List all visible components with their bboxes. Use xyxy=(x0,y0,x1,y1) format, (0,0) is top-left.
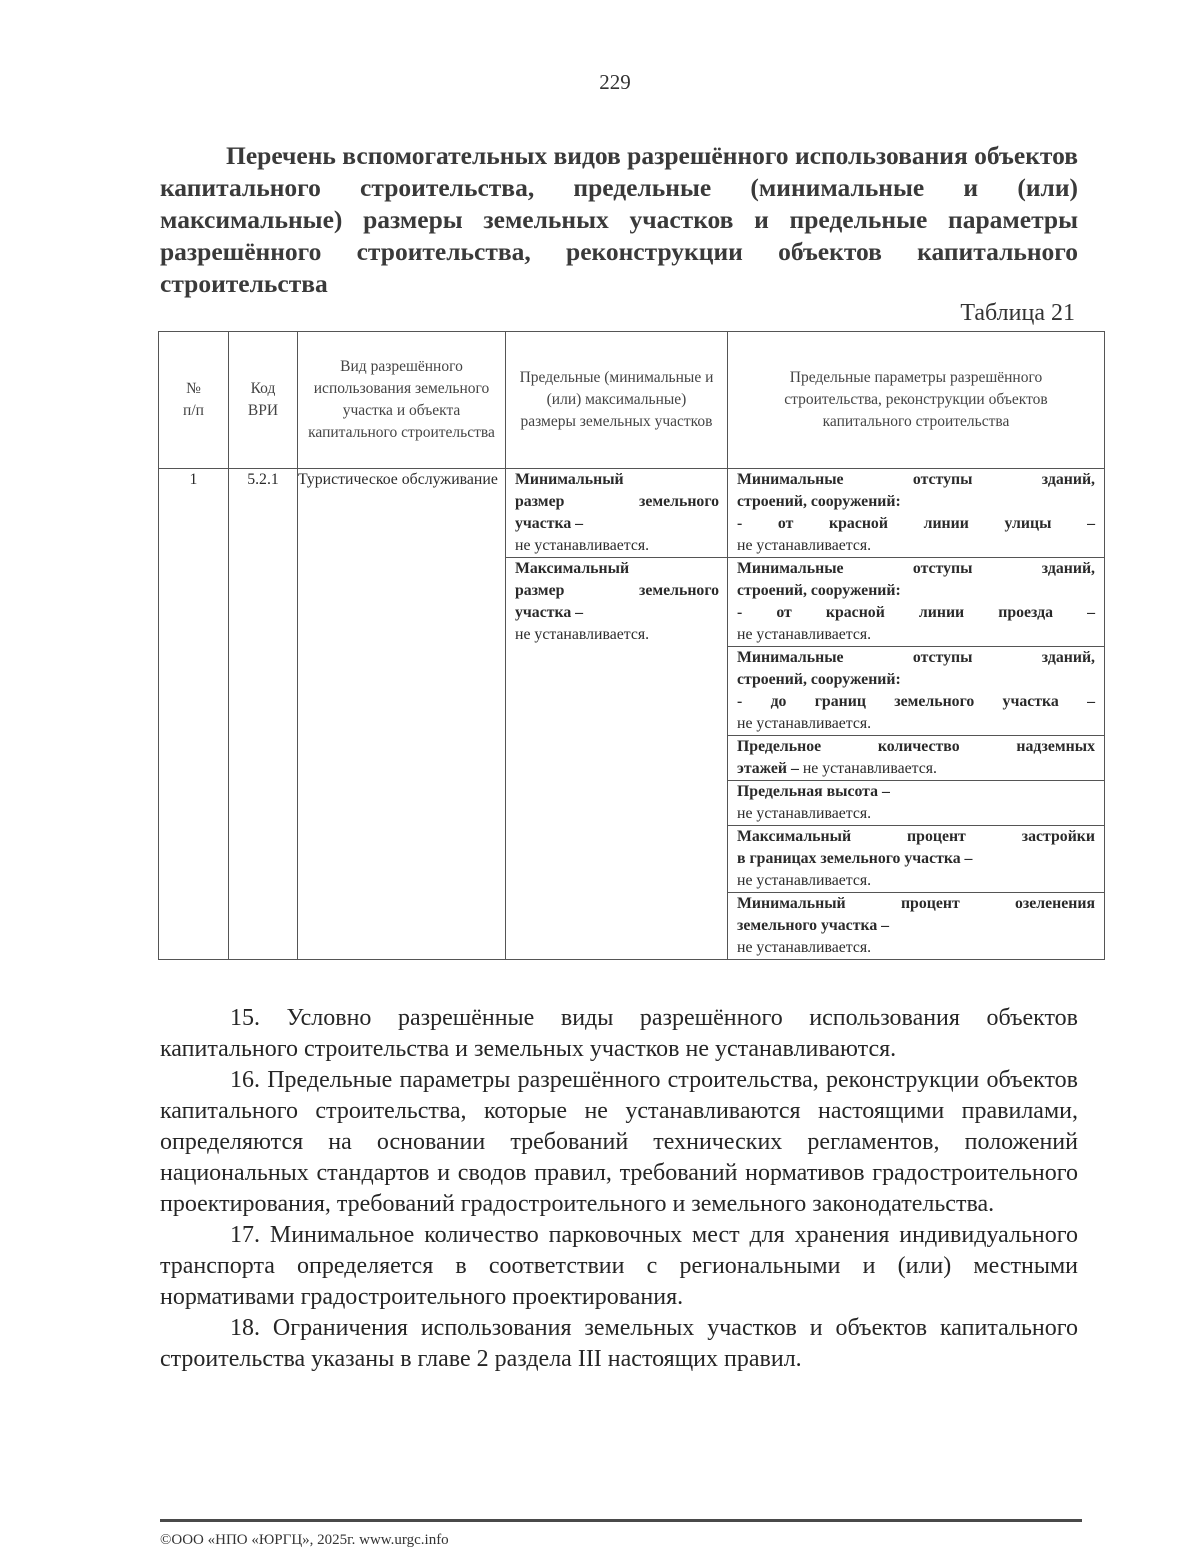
header-number-line2: п/п xyxy=(183,402,204,419)
param-title-line2: земельного участка – xyxy=(737,917,890,934)
size-item-value: не устанавливается. xyxy=(515,626,650,643)
param-item-setback-boundary xyxy=(728,647,1104,736)
param-value: не устанавливается. xyxy=(737,805,872,822)
section-heading: Перечень вспомогательных видов разрешённого использования объектов капитального строительства, предельные (минимальные и (или) максимальные) размеры земельных участков и предельные параметры разрешённого строительства, реконструкции объектов капитального строительства xyxy=(160,141,1078,298)
param-item-coverage xyxy=(728,826,1104,893)
size-item-title-line2: размер земельного xyxy=(515,493,719,510)
size-item-max xyxy=(506,558,727,646)
param-item-greenery xyxy=(728,893,1104,959)
row-code: 5.2.1 xyxy=(229,469,298,960)
param-item-floors xyxy=(728,736,1104,781)
header-number xyxy=(159,332,229,469)
size-item-title-line2: размер земельного xyxy=(515,582,719,599)
param-value: не устанавливается. xyxy=(737,626,872,643)
param-title-line2: строений, сооружений: xyxy=(737,582,901,599)
size-item-value: не устанавливается. xyxy=(515,537,650,554)
header-code-line1: Код xyxy=(250,380,276,397)
paragraph-15: 15. Условно разрешённые виды разрешённого использования объектов капитального строительства и земельных участков не устанавливаются. xyxy=(160,1005,1078,1062)
table-row xyxy=(159,469,1105,960)
header-number-line1: № xyxy=(186,380,201,397)
paragraph-16: 16. Предельные параметры разрешённого строительства, реконструкции объектов капитального строительства, которые не устанавливаются настоящими правилами, определяются на основании требований технических регламентов, положений национальных стандартов и сводов правил, требований нормативов градостроительного проектирования, требований градостроительного и земельного законодательства. xyxy=(160,1067,1078,1217)
param-value: не устанавливается. xyxy=(737,715,872,732)
param-title-line1: Минимальные отступы зданий, xyxy=(737,649,1095,666)
param-item-height xyxy=(728,781,1104,826)
footer-copyright: ©ООО «НПО «ЮРГЦ», 2025г. www.urgc.info xyxy=(160,1532,449,1548)
param-title-line1: Минимальный процент озеленения xyxy=(737,895,1095,912)
param-title-line3: - от красной линии улицы – xyxy=(737,515,1095,532)
header-code xyxy=(229,332,298,469)
param-value: не устанавливается. xyxy=(737,872,872,889)
param-title-line3: - до границ земельного участка – xyxy=(737,693,1095,710)
param-title-line1: Минимальные отступы зданий, xyxy=(737,560,1095,577)
regulations-table xyxy=(158,331,1105,960)
header-params: Предельные параметры разрешённого строительства, реконструкции объектов капитального строительства xyxy=(728,332,1105,469)
param-item-setback-passage xyxy=(728,558,1104,647)
row-number: 1 xyxy=(159,469,229,960)
param-item-setback-street xyxy=(728,469,1104,558)
page-number: 229 xyxy=(599,70,631,94)
param-value: не устанавливается. xyxy=(737,939,872,956)
param-title-line2: строений, сооружений: xyxy=(737,671,901,688)
param-title-line1: Предельная высота – xyxy=(737,783,890,800)
size-item-title-line1: Минимальный xyxy=(515,471,624,488)
paragraph-18: 18. Ограничения использования земельных участков и объектов капитального строительства указаны в главе 2 раздела III настоящих правил. xyxy=(160,1315,1078,1372)
param-value: не устанавливается. xyxy=(802,760,937,777)
size-item-min xyxy=(506,469,727,558)
size-item-title-line1: Максимальный xyxy=(515,560,630,577)
header-use-type: Вид разрешённого использования земельного участка и объекта капитального строительства xyxy=(298,332,506,469)
header-code-line2: ВРИ xyxy=(247,402,279,419)
param-title-line1: Максимальный процент застройки xyxy=(737,828,1095,845)
size-item-title-line3: участка – xyxy=(515,604,584,621)
table-label: Таблица 21 xyxy=(960,300,1075,326)
param-title-line1: Предельное количество надземных xyxy=(737,738,1095,755)
param-title-line2: этажей – xyxy=(737,760,799,777)
param-title-line1: Минимальные отступы зданий, xyxy=(737,471,1095,488)
param-title-line2: строений, сооружений: xyxy=(737,493,901,510)
row-use: Туристическое обслуживание xyxy=(298,469,506,960)
param-title-line2: в границах земельного участка – xyxy=(737,850,973,867)
footer-divider xyxy=(160,1519,1082,1522)
row-sizes xyxy=(506,469,728,960)
table-header-row xyxy=(159,332,1105,469)
param-title-line3: - от красной линии проезда – xyxy=(737,604,1095,621)
row-params xyxy=(728,469,1105,960)
body-text xyxy=(160,1003,1078,1375)
paragraph-17: 17. Минимальное количество парковочных мест для хранения индивидуального транспорта определяется в соответствии с региональными и (или) местными нормативами градостроительного проектирования. xyxy=(160,1222,1078,1310)
size-item-title-line3: участка – xyxy=(515,515,584,532)
param-value: не устанавливается. xyxy=(737,537,872,554)
param-title-line2-row xyxy=(737,758,1095,780)
header-plot-sizes: Предельные (минимальные и (или) максимальные) размеры земельных участков xyxy=(506,332,728,469)
